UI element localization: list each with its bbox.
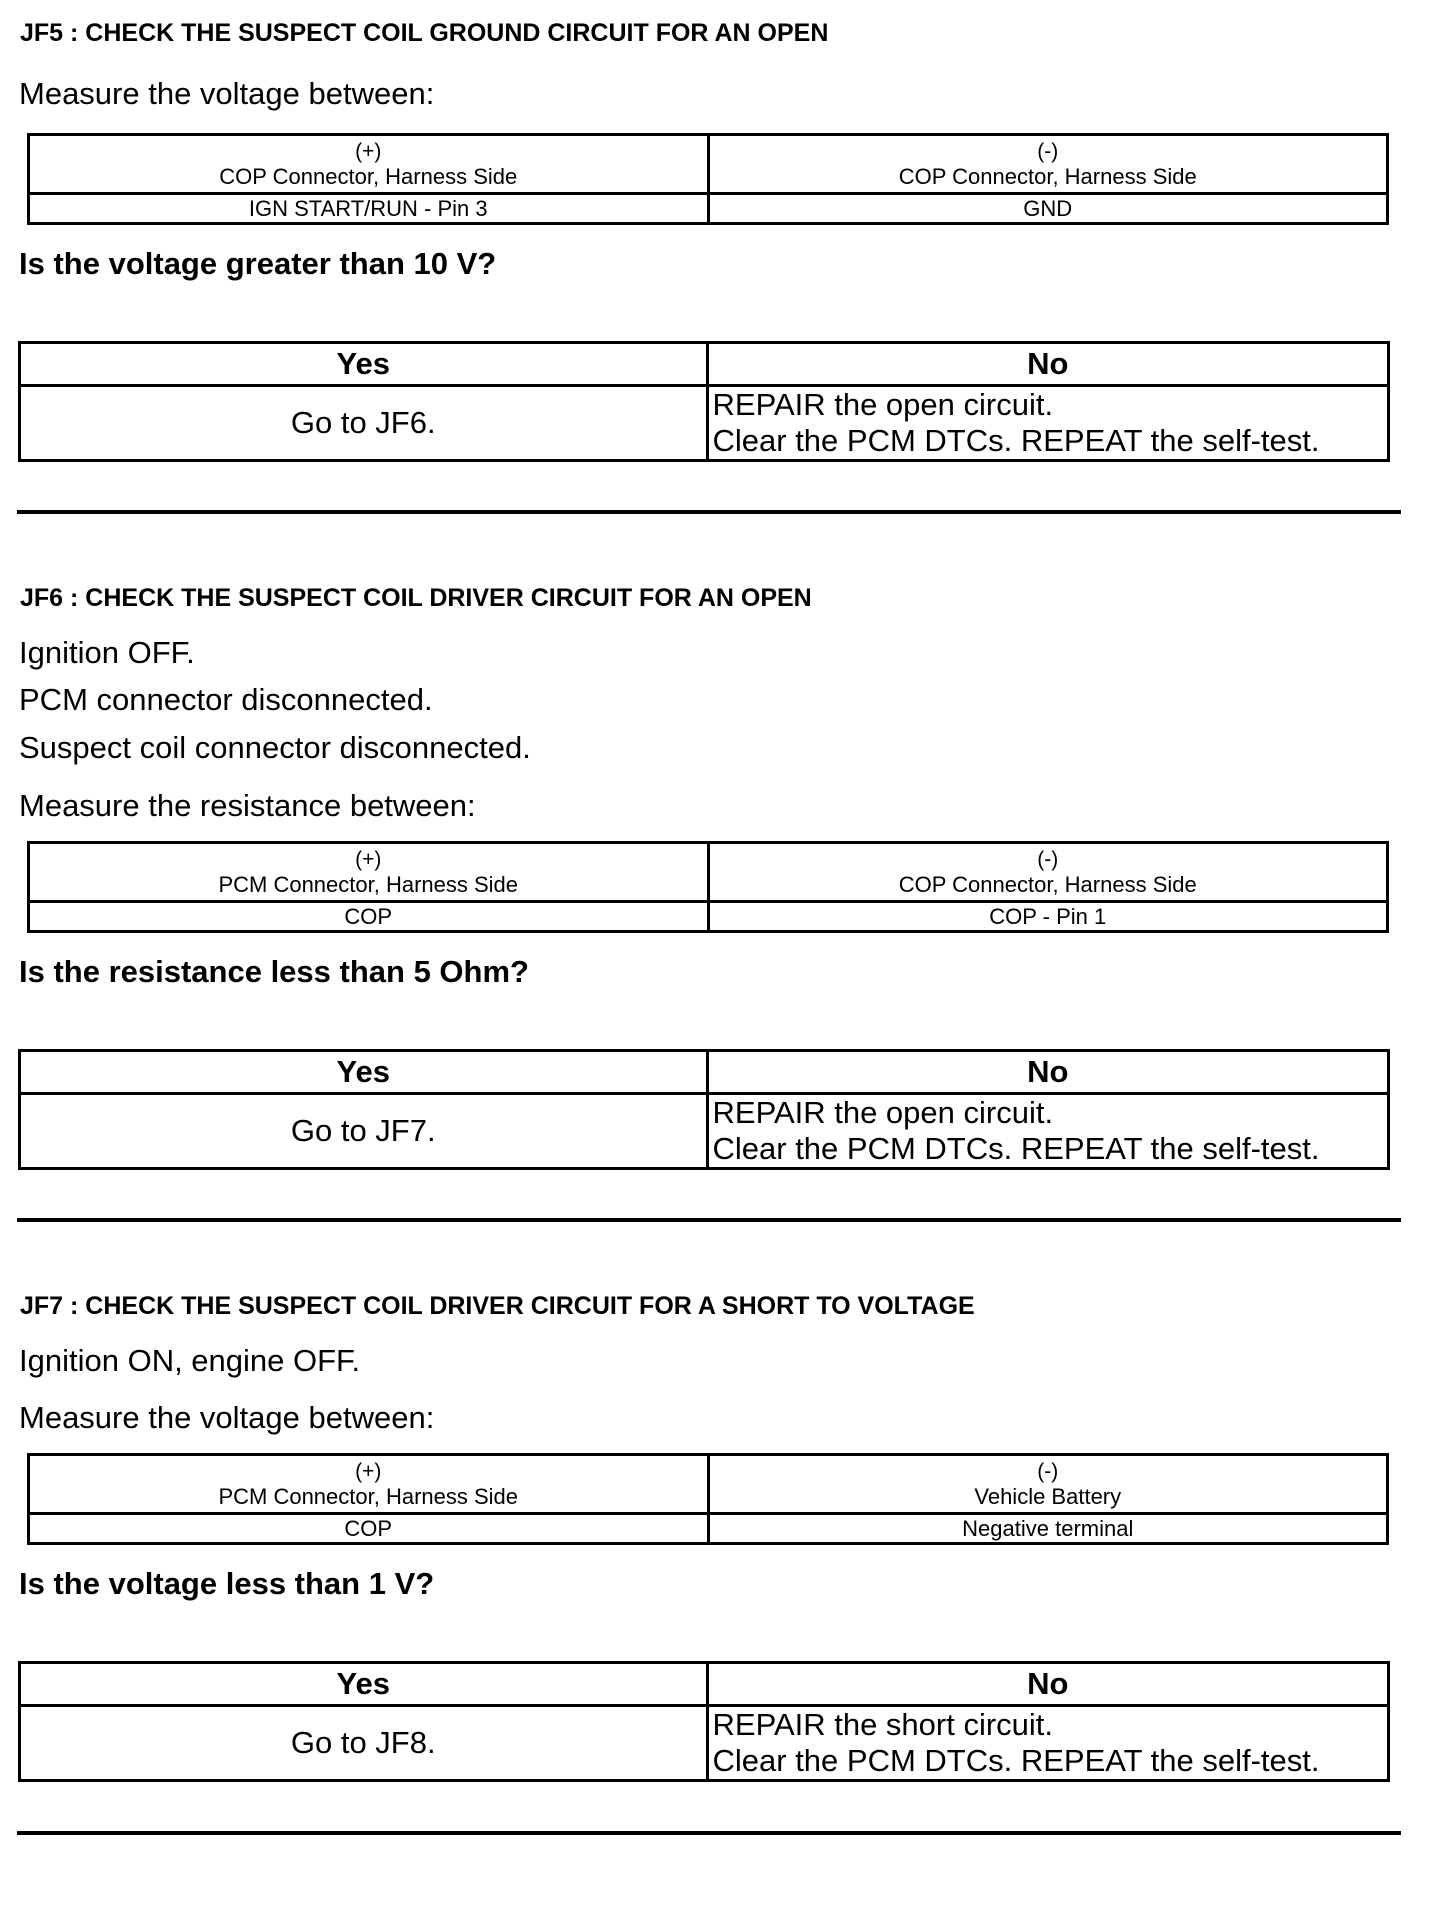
section-divider bbox=[17, 1831, 1401, 1835]
jf6-instruction-2: PCM connector disconnected. bbox=[19, 682, 433, 717]
section-divider bbox=[17, 510, 1401, 514]
jf5-plus-header bbox=[29, 135, 709, 194]
jf5-title: JF5 : CHECK THE SUSPECT COIL GROUND CIRCUIT FOR AN OPEN bbox=[20, 19, 829, 47]
jf7-plus-label: PCM Connector, Harness Side bbox=[218, 1483, 519, 1509]
jf7-yes-action: Go to JF8. bbox=[20, 1706, 708, 1781]
jf6-yes-header: Yes bbox=[20, 1051, 708, 1094]
jf5-minus-label: COP Connector, Harness Side bbox=[898, 163, 1197, 189]
jf7-question: Is the voltage less than 1 V? bbox=[19, 1566, 435, 1601]
jf7-minus-label: Vehicle Battery bbox=[974, 1483, 1122, 1509]
jf6-question: Is the resistance less than 5 Ohm? bbox=[19, 954, 529, 989]
jf6-yes-action: Go to JF7. bbox=[20, 1094, 708, 1169]
jf6-plus-value: COP bbox=[29, 902, 709, 932]
jf5-minus-sign: (-) bbox=[1037, 139, 1059, 163]
jf6-no-action-line-2: Clear the PCM DTCs. REPEAT the self-test. bbox=[712, 1131, 1320, 1166]
jf7-result-table bbox=[18, 1661, 1390, 1782]
jf7-plus-header bbox=[29, 1455, 709, 1514]
jf5-measurement-table bbox=[27, 133, 1389, 225]
jf6-plus-header bbox=[29, 843, 709, 902]
jf6-instruction-1: Ignition OFF. bbox=[19, 635, 195, 670]
jf5-minus-header bbox=[708, 135, 1388, 194]
jf5-no-action-line-2: Clear the PCM DTCs. REPEAT the self-test. bbox=[712, 423, 1320, 458]
jf7-title: JF7 : CHECK THE SUSPECT COIL DRIVER CIRCUIT FOR A SHORT TO VOLTAGE bbox=[20, 1292, 975, 1320]
jf6-minus-label: COP Connector, Harness Side bbox=[898, 871, 1197, 897]
jf5-plus-label: COP Connector, Harness Side bbox=[219, 163, 518, 189]
jf6-measurement-table bbox=[27, 841, 1389, 933]
jf6-instruction-4: Measure the resistance between: bbox=[19, 788, 476, 823]
jf6-no-header: No bbox=[707, 1051, 1389, 1094]
jf6-minus-header bbox=[708, 843, 1388, 902]
jf6-plus-label: PCM Connector, Harness Side bbox=[218, 871, 519, 897]
jf7-no-action-line-1: REPAIR the short circuit. bbox=[712, 1707, 1054, 1742]
jf5-no-header: No bbox=[707, 343, 1389, 386]
jf7-no-header: No bbox=[707, 1663, 1389, 1706]
jf6-minus-value: COP - Pin 1 bbox=[708, 902, 1388, 932]
jf6-plus-sign: (+) bbox=[355, 847, 382, 871]
jf7-minus-value: Negative terminal bbox=[708, 1514, 1388, 1544]
jf5-no-action-line-1: REPAIR the open circuit. bbox=[712, 387, 1054, 422]
jf5-result-table bbox=[18, 341, 1390, 462]
jf6-no-action-line-1: REPAIR the open circuit. bbox=[712, 1095, 1054, 1130]
jf5-plus-sign: (+) bbox=[355, 139, 382, 163]
jf6-result-table bbox=[18, 1049, 1390, 1170]
jf5-yes-header: Yes bbox=[20, 343, 708, 386]
jf7-no-action bbox=[707, 1706, 1389, 1781]
jf6-instruction-3: Suspect coil connector disconnected. bbox=[19, 730, 531, 765]
jf6-title: JF6 : CHECK THE SUSPECT COIL DRIVER CIRCUIT FOR AN OPEN bbox=[20, 584, 812, 612]
jf7-minus-header bbox=[708, 1455, 1388, 1514]
jf5-instruction-1: Measure the voltage between: bbox=[19, 76, 435, 111]
jf7-instruction-1: Ignition ON, engine OFF. bbox=[19, 1343, 361, 1378]
jf7-no-action-line-2: Clear the PCM DTCs. REPEAT the self-test. bbox=[712, 1743, 1320, 1778]
jf7-instruction-2: Measure the voltage between: bbox=[19, 1400, 435, 1435]
jf7-measurement-table bbox=[27, 1453, 1389, 1545]
jf6-no-action bbox=[707, 1094, 1389, 1169]
jf5-question: Is the voltage greater than 10 V? bbox=[19, 246, 497, 281]
jf5-no-action bbox=[707, 386, 1389, 461]
jf5-yes-action: Go to JF6. bbox=[20, 386, 708, 461]
jf7-plus-value: COP bbox=[29, 1514, 709, 1544]
jf5-plus-value: IGN START/RUN - Pin 3 bbox=[29, 194, 709, 224]
section-divider bbox=[17, 1218, 1401, 1222]
jf7-minus-sign: (-) bbox=[1037, 1459, 1059, 1483]
jf6-minus-sign: (-) bbox=[1037, 847, 1059, 871]
jf7-plus-sign: (+) bbox=[355, 1459, 382, 1483]
jf5-minus-value: GND bbox=[708, 194, 1388, 224]
jf7-yes-header: Yes bbox=[20, 1663, 708, 1706]
